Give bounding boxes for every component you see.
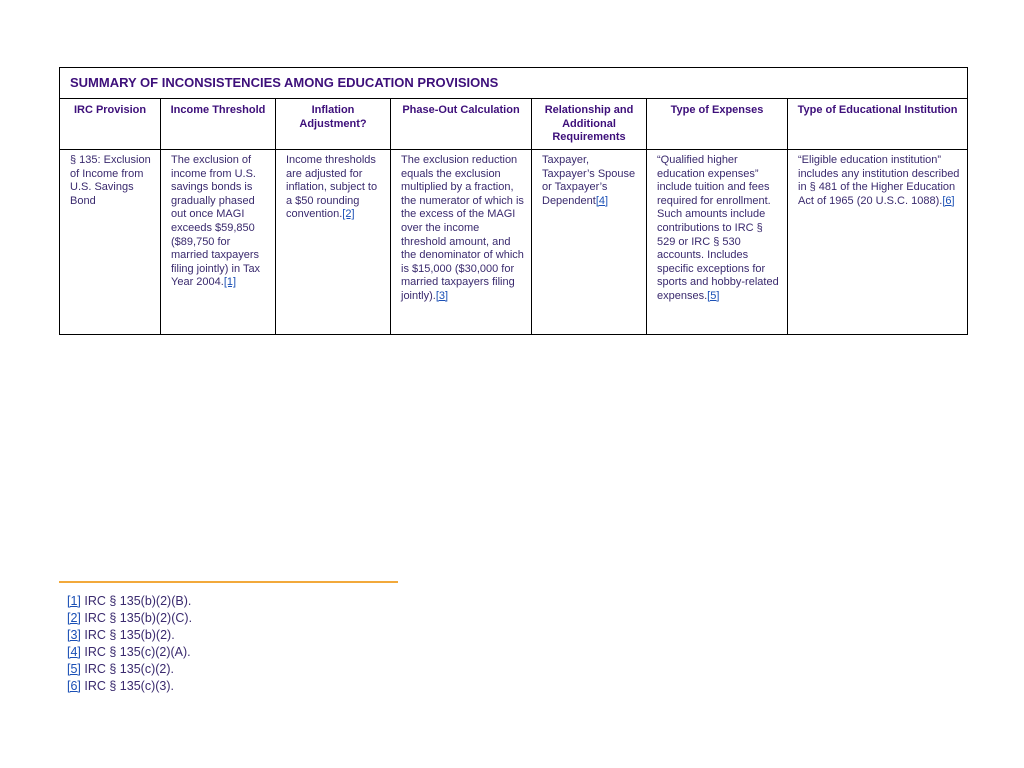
cell-expenses <box>647 150 788 335</box>
cell-income-threshold <box>161 150 276 335</box>
footnote-text: IRC § 135(b)(2)(B). <box>80 594 192 608</box>
footnotes-list <box>67 593 192 695</box>
header-inflation-adjustment: Inflation Adjustment? <box>276 99 391 150</box>
cell-expenses-text: “Qualified higher education expenses” include tuition and fees required for enrollment. Such amounts include contributions to IRC § 529 or IRC § 530 accounts. Includes specific exceptions for sports and hobby-related expenses. <box>657 154 779 302</box>
cell-income-threshold-text: The exclusion of income from U.S. savings bonds is gradually phased out once MAGI exceeds $59,850 ($89,750 for married taxpayers filing jointly) in Tax Year 2004. <box>171 154 261 289</box>
cell-relationship-text: Taxpayer, Taxpayer’s Spouse or Taxpayer’s Dependent <box>542 154 636 207</box>
cell-phase-out <box>391 150 532 335</box>
cell-provision-text: § 135: Exclusion of Income from U.S. Savings Bond <box>70 154 151 207</box>
footnote-item <box>67 593 192 610</box>
footnote-item <box>67 661 192 678</box>
cell-relationship <box>532 150 647 335</box>
header-type-of-institution: Type of Educational Institution <box>788 99 968 150</box>
cell-institution <box>788 150 968 335</box>
cell-institution-text: “Eligible education institution” includes any institution described in § 481 of the Higher Education Act of 1965 (20 U.S.C. 1088). <box>798 154 960 207</box>
cell-inflation <box>276 150 391 335</box>
footnote-text: IRC § 135(b)(2). <box>80 628 175 642</box>
footnote-item <box>67 644 192 661</box>
footnote-link-2[interactable]: [2] <box>342 208 355 221</box>
footnote-text: IRC § 135(c)(2)(A). <box>80 645 191 659</box>
footnote-text: IRC § 135(c)(2). <box>80 662 174 676</box>
footnote-divider <box>59 581 398 583</box>
cell-phase-out-text: The exclusion reduction equals the exclusion multiplied by a fraction, the numerator of which is the excess of the MAGI over the income threshold amount, and the denominator of which is $15,000 ($30,000 for married taxpayers filing jointly). <box>401 154 524 302</box>
table-title: SUMMARY OF INCONSISTENCIES AMONG EDUCATION PROVISIONS <box>60 68 968 99</box>
footnote-item <box>67 678 192 695</box>
header-type-of-expenses: Type of Expenses <box>647 99 788 150</box>
footnote-item <box>67 627 192 644</box>
summary-table <box>59 67 968 335</box>
footnote-anchor-2[interactable]: [2] <box>67 611 81 625</box>
footnote-anchor-6[interactable]: [6] <box>67 679 81 693</box>
header-income-threshold: Income Threshold <box>161 99 276 150</box>
footnote-link-5[interactable]: [5] <box>707 289 720 302</box>
cell-inflation-text: Income thresholds are adjusted for inflation, subject to a $50 rounding convention. <box>286 154 378 221</box>
footnote-item <box>67 610 192 627</box>
header-phase-out-calculation: Phase-Out Calculation <box>391 99 532 150</box>
table-header-row <box>60 99 968 150</box>
footnote-link-4[interactable]: [4] <box>595 194 609 207</box>
footnote-anchor-4[interactable]: [4] <box>67 645 81 659</box>
table-title-row <box>60 68 968 99</box>
table-row <box>60 150 968 335</box>
header-relationship: Relationship and Additional Requirements <box>532 99 647 150</box>
footnote-text: IRC § 135(b)(2)(C). <box>80 611 193 625</box>
footnote-link-1[interactable]: [1] <box>223 276 237 289</box>
footnote-text: IRC § 135(c)(3). <box>80 679 174 693</box>
footnote-anchor-3[interactable]: [3] <box>67 628 81 642</box>
cell-provision <box>60 150 161 335</box>
footnote-link-3[interactable]: [3] <box>435 289 449 302</box>
footnote-anchor-5[interactable]: [5] <box>67 662 81 676</box>
header-irc-provision: IRC Provision <box>60 99 161 150</box>
footnote-link-6[interactable]: [6] <box>942 194 955 207</box>
footnote-anchor-1[interactable]: [1] <box>67 594 81 608</box>
